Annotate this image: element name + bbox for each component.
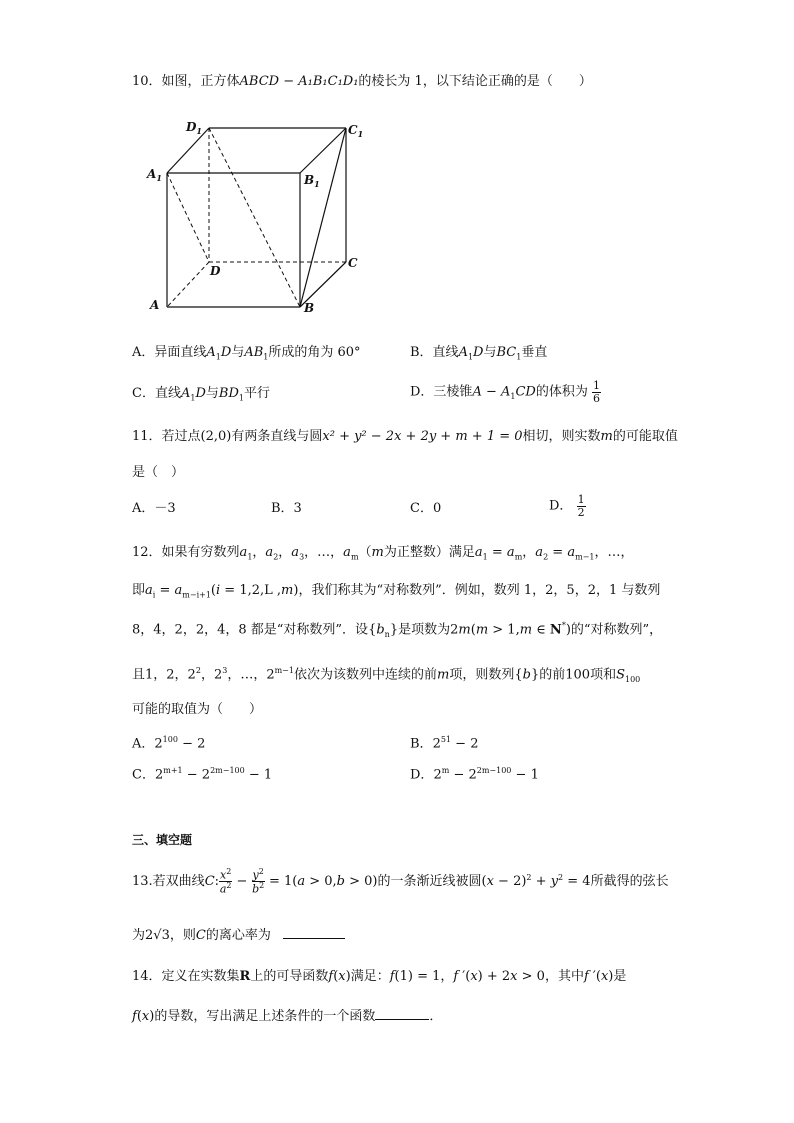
q11-stem-cont: 是（ ）: [132, 465, 185, 480]
label-B1: $B_1$: [304, 173, 320, 189]
label-C1: $C_1$: [348, 123, 364, 139]
label-A: A: [150, 298, 160, 312]
label-B: B: [304, 301, 315, 315]
q12-option-b[interactable]: B．$2^{51} - 2$: [410, 735, 479, 752]
q10-option-b[interactable]: B．直线$A_1D$与$BC_1$垂直: [410, 345, 548, 362]
q14-stem-cont: f(x)的导数，写出满足上述条件的一个函数 ．: [132, 1009, 443, 1024]
q11-option-c[interactable]: C．0: [410, 501, 442, 516]
q13-stem-cont: 为2√3，则C的离心率为: [132, 929, 345, 942]
q14-stem: 14．定义在实数集R上的可导函数f(x)满足：f(1) = 1，f ′(x) + 2x > 0，其中f ′(x)是: [132, 969, 627, 984]
q10-stem: 10．如图，正方体ABCD − A₁B₁C₁D₁的棱长为 1，以下结论正确的是（ ）: [132, 74, 592, 89]
label-D1: $D_1$: [186, 120, 202, 136]
q12-line-1: 12．如果有穷数列$a_1$，$a_2$，$a_3$，…，$a_m(m$为正整数）满足$a_1 = a_m$，$a_2 = a_{m-1}$，…，: [132, 545, 634, 562]
q12-line-4: 且1，2，$2^2$，$2^3$，…，$2^{m-1}$依次为该数列中连续的前m项，则数列{b}的前100项和$S_{100}$: [132, 666, 641, 684]
q12-line-5: 可能的取值为（ ）: [132, 702, 263, 717]
q13-answer-blank[interactable]: [283, 938, 345, 939]
q10-option-d[interactable]: D．三棱锥$A - A_1CD$的体积为 $\frac{1}{6}$: [410, 379, 601, 405]
fraction-one-half: $\frac{1}{2}$: [577, 493, 585, 519]
q12-option-c[interactable]: C．$2^{m+1} - 2^{2m-100} - 1$: [132, 766, 273, 783]
q11-stem: 11．若过点(2,0)有两条直线与圆x² + y² − 2x + 2y + m + 1 = 0相切，则实数m的可能取值: [132, 429, 678, 444]
q11-option-a[interactable]: A．－3: [132, 501, 176, 516]
q10-option-a[interactable]: A．异面直线$A_1D$与$AB_1$所成的角为 60°: [132, 345, 361, 362]
q11-option-d[interactable]: D． $\frac{1}{2}$: [549, 493, 585, 519]
label-A1: $A_1$: [147, 167, 162, 183]
q10-option-c[interactable]: C．直线$A_1D$与$BD_1$平行: [132, 386, 270, 403]
q11-option-b[interactable]: B．3: [271, 501, 302, 516]
q12-option-d[interactable]: D．$2^m - 2^{2m-100} - 1$: [410, 766, 539, 783]
cube-name: ABCD − A₁B₁C₁D₁: [239, 74, 359, 89]
q12-line-2: 即$a_i = a_{m-i+1}(i = 1,2,L$ ,m)，我们称其为“对称数列”．例如，数列 1，2，5，2，1 与数列: [132, 583, 661, 600]
section-heading: 三、填空题: [132, 833, 193, 847]
label-C: C: [348, 256, 358, 270]
q13-stem: 13.若双曲线C: $\frac{x^2}{a^2}$ − $\frac{y^2}{b^2}$ = 1(a > 0,b > 0)的一条渐近线被圆$(x - 2)^2 + y^2 = 4$所截得的弦长: [132, 867, 669, 896]
cube-figure: [140, 115, 380, 315]
label-D: D: [210, 264, 221, 278]
q14-answer-blank[interactable]: [375, 1019, 429, 1020]
q12-line-3: 8，4，2，2，4，8 都是“对称数列”．设$\{b_n\}$是项数为2m(m > 1,m ∈ N*)的“对称数列”，: [132, 621, 663, 639]
fraction-one-sixth: $\frac{1}{6}$: [593, 379, 601, 405]
q12-option-a[interactable]: A．$2^{100} - 2$: [132, 735, 206, 752]
